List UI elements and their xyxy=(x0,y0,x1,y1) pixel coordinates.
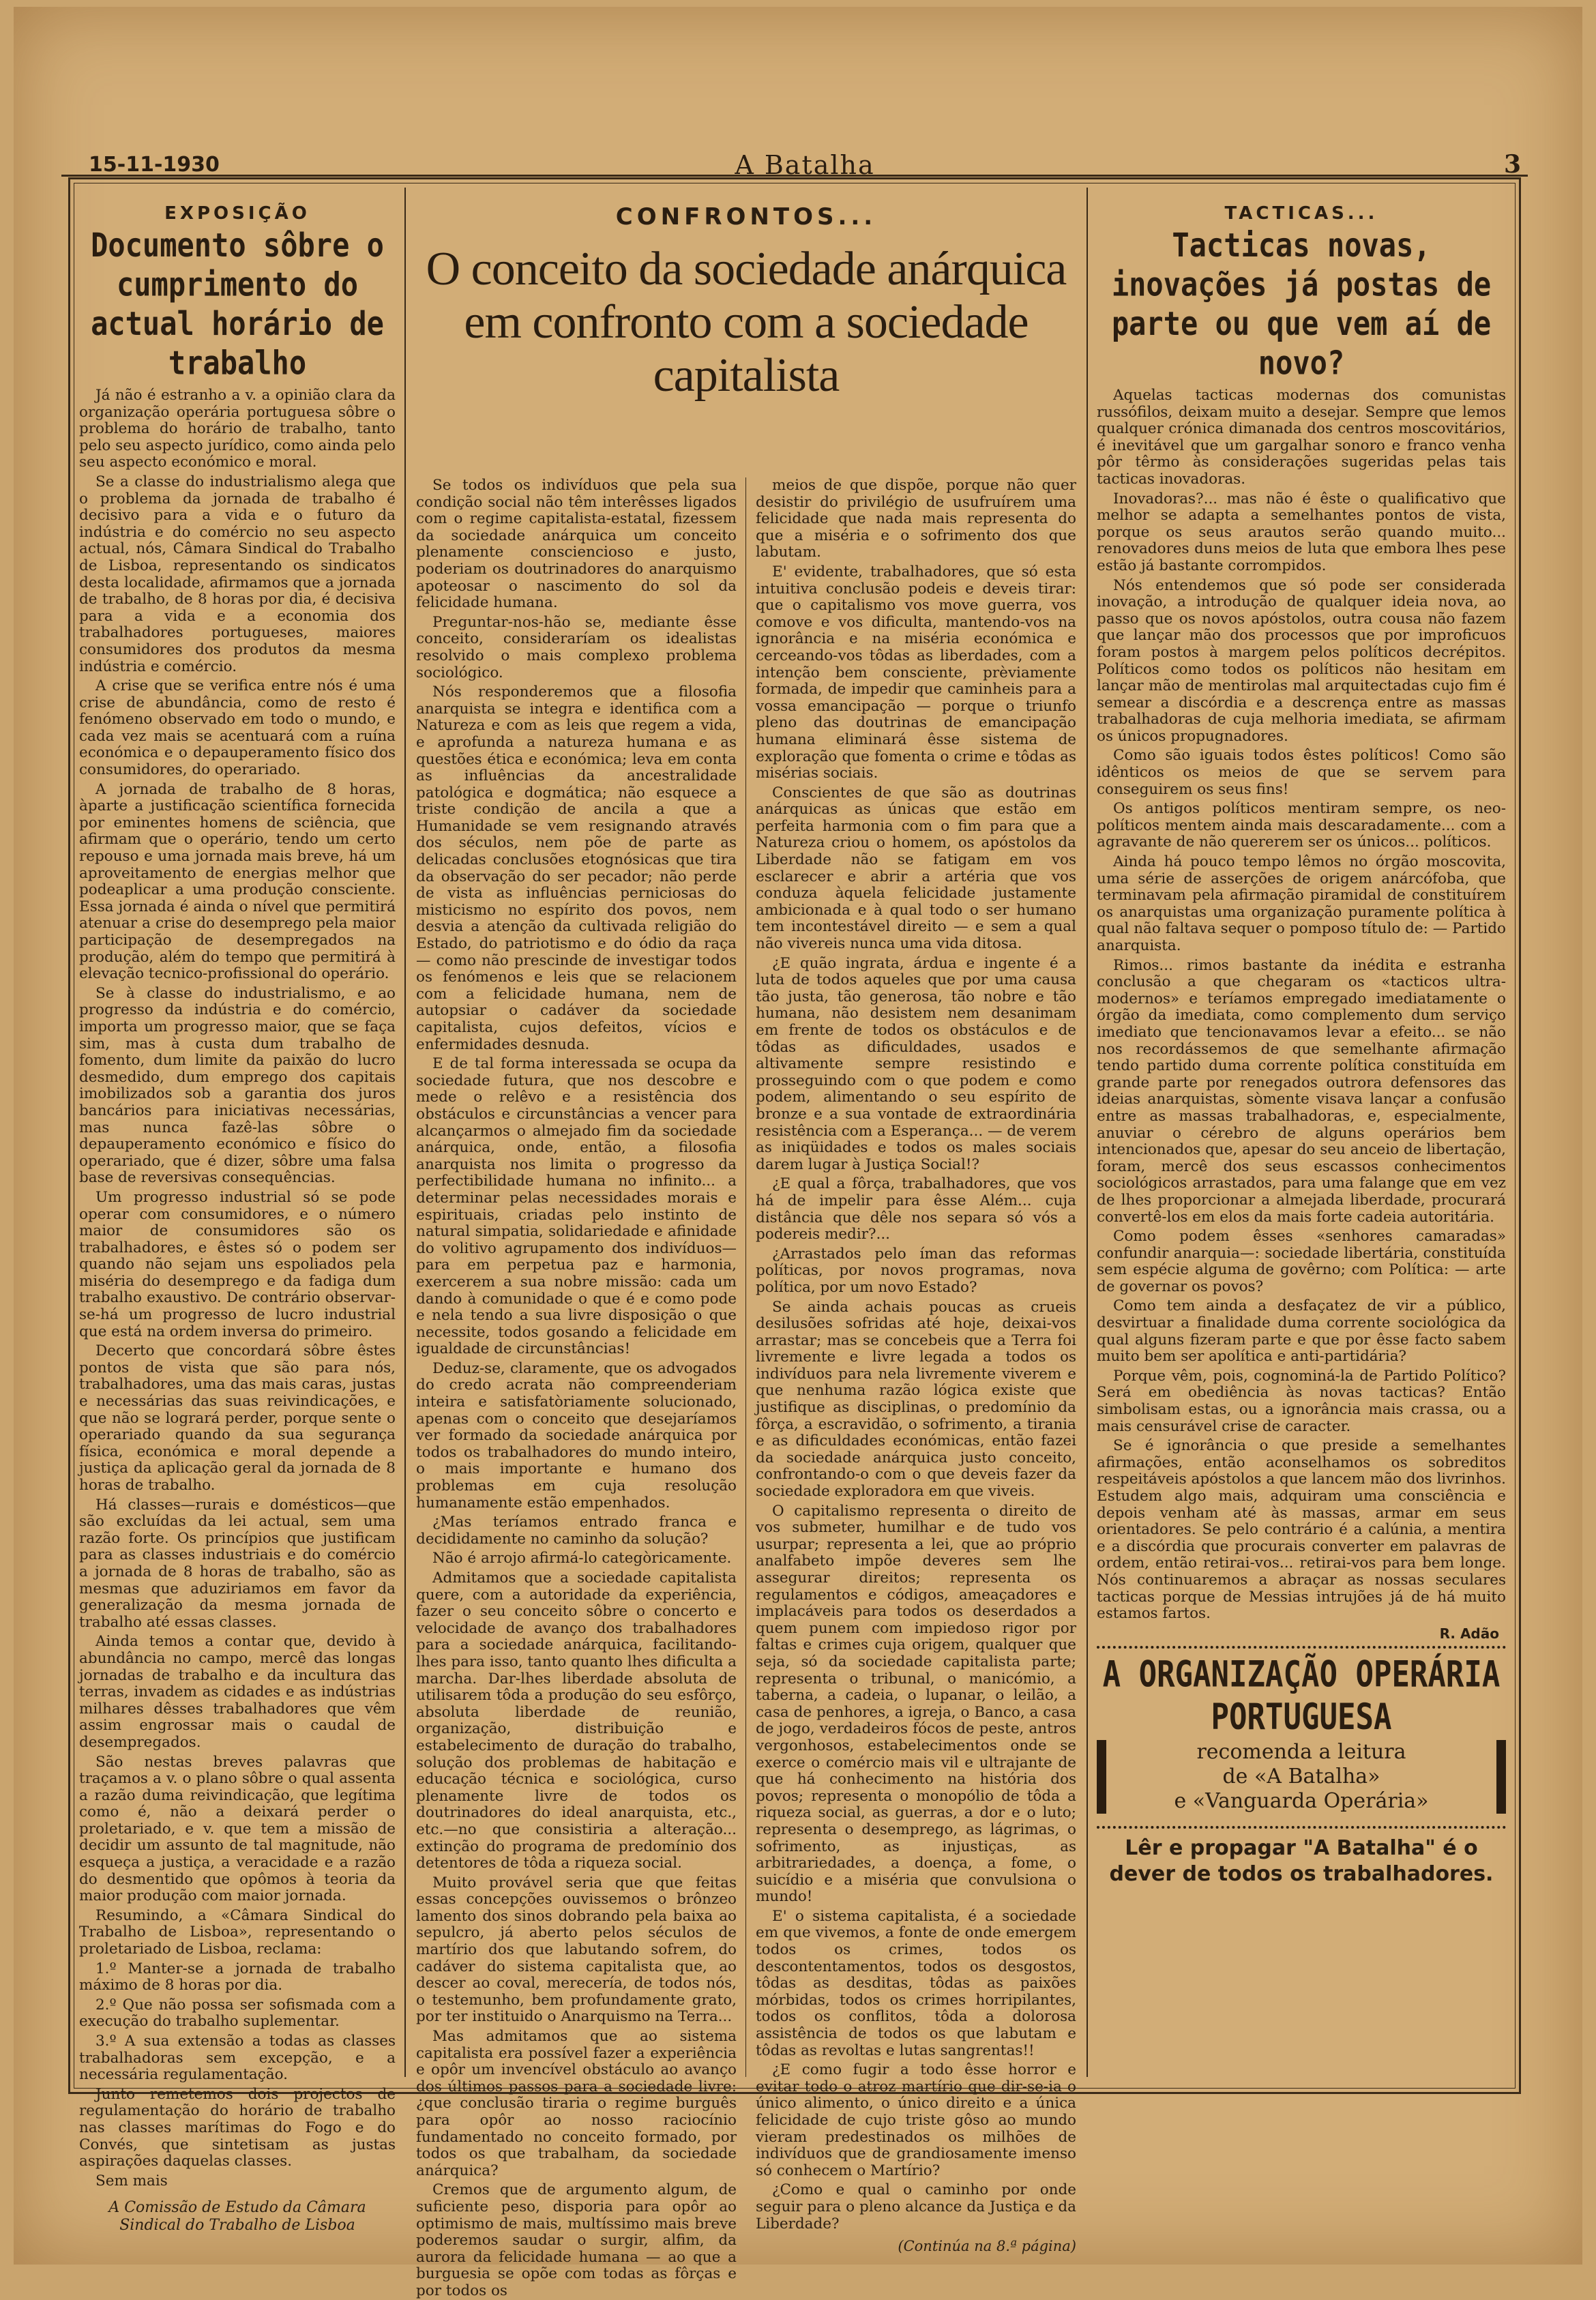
paragraph: Um progresso industrial só se pode operar com consumidores, e o número maior de consumidores são os trabalhadores, e êstes só o podem ser quando não sejam uns espoliados pela miséria do desemprego e da fadiga dum trabalho exaustivo. De contrário observar-se-há um progresso de lucro industrial que está na ordem inversa do primeiro. xyxy=(79,1188,396,1340)
paragraph: Se a classe do industrialismo alega que o problema da jornada de trabalho é decisivo para a vida e o futuro da indústria e do comércio no seu aspecto actual, nós, Câmara Sindical do Trabalho de Lisboa, representando os sindicatos desta localidade, afirmamos que a jornada de trabalho, de 8 horas por dia, é decisiva para a vida e a economia dos trabalhadores portugueses, maiores consumidores dos produtos da mesma indústria e comércio. xyxy=(79,473,396,675)
article-headline: Tacticas novas, inovações já postas de parte ou que vem aí de novo? xyxy=(1111,226,1492,382)
ad-line: e «Vanguarda Operária» xyxy=(1174,1788,1429,1813)
paragraph: Já não é estranho a v. a opinião clara da organização operária portuguesa sôbre o problema do horário de trabalho, tanto pelo seu aspecto jurídico, como ainda pelo seu aspecto económico e moral. xyxy=(79,387,396,471)
paragraph: Deduz-se, claramente, que os advogados do credo acrata não compreenderiam inteira e satisfatòriamente solucionado, apenas com o conceito que desejaríamos ver formado da sociedade anárquica por todos os trabalhadores do mundo inteiro, o mais importante e humano dos problemas em cuja resolução humanamente estão empenhados. xyxy=(416,1359,737,1512)
paragraph: A crise que se verifica entre nós é uma crise de abundância, como de resto é fenómeno observado em todo o mundo, e cada vez mais se acentuará com a ruína económica e o depauperamento físico dos consumidores, do operariado. xyxy=(79,677,396,779)
column-rule xyxy=(745,477,746,2077)
paragraph: Se à classe do industrialismo, e ao progresso da indústria e do comércio, importa um progresso maior, que se faça sim, mas à custa dum trabalho de fomento, dum limite da paixão do lucro desmedido, dum emprego dos capitais imobilizados sob a garantia dos juros bancários para iniciativas necessárias, mas nunca fazê-las sôbre o depauperamento económico e físico do operariado, que é dizer, sôbre uma falsa base de reversivas consequências. xyxy=(79,984,396,1187)
paragraph: Sem mais xyxy=(95,2172,168,2190)
paragraph: Não é arrojo afirmá-lo categòricamente. xyxy=(432,1550,732,1567)
continuation-note: (Continúa na 8.ª página) xyxy=(898,2238,1076,2255)
advertisement xyxy=(1097,1653,1506,1887)
paragraph: Como são iguais todos êstes políticos! Como são idênticos os meios de que se servem para conseguirem os seus fins! xyxy=(1097,747,1506,798)
paragraph: Inovadoras?... mas não é êste o qualificativo que melhor se adapta a semelhantes pontos de vista, porque os seus arautos serão quando muito... renovadores duns meios de luta que embora lhes pese estão já bastante corrompidos. xyxy=(1097,490,1506,574)
paragraph: Mas admitamos que ao sistema capitalista era possível fazer a experiência e opôr um invencível obstáculo ao avanço dos últimos passos para a sociedade livre: ¿que conclusão tiraria o regime burguês para opôr ao nosso raciocínio fundamentado no conceito formado, por todos os que trabalham, da sociedade anárquica? xyxy=(416,2028,737,2179)
page-number: 3 xyxy=(1503,150,1521,179)
paragraph: Aquelas tacticas modernas dos comunistas russófilos, deixam muito a desejar. Sempre que lemos qualquer crónica dimanada dos centros moscovitários, é inevitável que um gargalhar sonoro e franco venha pôr têrmo às considerações sugeridas pelas tais tacticas inovadoras. xyxy=(1097,387,1506,488)
paragraph: E' o sistema capitalista, é a sociedade em que vivemos, a fonte de onde emergem todos os crimes, todos os descontentamentos, todos os desgostos, tôdas as desditas, tôdas as paixões mórbidas, todos os crimes horripilantes, todos os conflitos, tôda a dolorosa assistência de todos os que labutam e tôdas as revoltas e lutas sangrentas!! xyxy=(756,1907,1076,2059)
paragraph: ¿E como fugir a todo êsse horror e evitar todo o atroz martírio que dir-se-ia o único alimento, o único direito e a única felicidade de cujo triste gôso ao mundo vieram predestinados os milhões de indivíduos que de grandiosamente imenso só conhecem o Martírio? xyxy=(756,2061,1076,2179)
paragraph: ¿Mas teríamos entrado franca e decididamente no caminho da solução? xyxy=(416,1514,737,1548)
article-conceito-part2 xyxy=(756,477,1076,2255)
section-kicker: CONFRONTOS... xyxy=(615,203,877,231)
paragraph: O capitalismo representa o direito de vos submeter, humilhar e de tudo vos usurpar; representa a lei, que ao próprio analfabeto impõe deveres sem lhe assegurar direitos; representa os regulamentos e códigos, ameaçadores e implacáveis para todos os deserdados a quem punem com impiedoso rigor por faltas e crimes cuja origem, qualquer que seja, só da sociedade capitalista parte; representa o tribunal, o manicómio, a taberna, a cadeia, o lupanar, o leilão, a casa de penhores, a igreja, o Banco, a casa de jogo, verdadeiros fócos de peste, antros vergonhosos, estabelecimentos onde se exerce o comércio mais vil e ultrajante de que há conhecimento na história dos povos; representa o monopólio de tôda a riqueza social, as guerras, a dor e o luto; representa o desemprego, as lágrimas, o sofrimento, as injustiças, as arbitrariedades, a doença, a fome, o suicídio e a miséria que convulsiona o mundo! xyxy=(756,1502,1076,1906)
paragraph: A jornada de trabalho de 8 horas, àparte a justificação scientífica fornecida por eminentes homens de sciência, que afirmam que o operário, tendo um certo repouso e uma jornada mais breve, há um aproveitamento de energias melhor que podeaplicar a uma produção consciente. Essa jornada é ainda o nível que permitirá atenuar a crise do desemprego pela maior participação de desempregados na produção, além do tempo que permitirá à elevação tecnico-profissional do operário. xyxy=(79,780,396,983)
article-signature: R. Adão xyxy=(1439,1625,1499,1642)
column-rule xyxy=(1087,188,1088,2077)
masthead-rule xyxy=(61,175,1528,177)
paragraph: Rimos... rimos bastante da inédita e estranha conclusão a que chegaram os «tacticos ultra-modernos» e teríamos empregado imediatamente o órgão da imediata, como complemento dum serviço imediato que tencionavamos levar a efeito... se não nos recordássemos de que semelhante afirmação tendo partido duma corrente política constituída em grande parte por renegados outrora defensores das ideias anarquistas, sòmente visava lançar a confusão entre as massas trabalhadoras, e, especialmente, anuviar o cérebro de alguns operários bem intencionados que, apesar do seu anceio de libertação, foram, mercê dos seus escassos conhecimentos sociológicos arrastados, para uma falange que em vez de lhes proporcionar a almejada liberdade, procurará convertê-los em elos da mais forte cadeia autoritária. xyxy=(1097,956,1506,1226)
paragraph: 2.º Que não possa ser sofismada com a execução do trabalho suplementar. xyxy=(79,1996,396,2031)
paragraph: ¿E qual a fôrça, trabalhadores, que vos há de impelir para êsse Além... cuja distância que dêle nos separa só vós a podereis medir?... xyxy=(756,1175,1076,1243)
ad-bar-right xyxy=(1496,1740,1506,1814)
article-headline: O conceito da sociedade anárquica em confronto com a sociedade capitalista xyxy=(426,243,1067,402)
ad-text xyxy=(1119,1740,1484,1814)
paragraph: Cremos que de argumento algum, de suficiente peso, disporia para opôr ao optimismo de mais, multíssimo mais breve poderemos saudar o surgir, alfim, da aurora da felicidade humana — ao que a burguesia se opõe com todas as fôrças e por todos os xyxy=(416,2181,737,2299)
paragraph: meios de que dispõe, porque não quer desistir do privilégio de usufruírem uma felicidade que nada mais representa do que a miséria e o sofrimento dos que labutam. xyxy=(756,477,1076,561)
dotted-divider xyxy=(1097,1826,1506,1829)
paragraph: Como tem ainda a desfaçatez de vir a público, desvirtuar a finalidade duma corrente sociológica da qual alguns fizeram parte e que por êsse facto sabem muito bem ser apolítica e anti-partidária? xyxy=(1097,1297,1506,1366)
paragraph: Nós entendemos que só pode ser considerada inovação, a introdução de qualquer ideia nova, ao passo que os novos apóstolos, outra cousa não fazem que lançar mão dos processos que por improficuos foram postos à margem pelos políticos decrépitos. Políticos como todos os políticos não hesitam em lançar mão de mentirolas mal arquitectadas cujo fim é semear a discórdia e a descrença entre as massas trabalhadoras de cuja melhoria imediata, se afirmam os únicos propugnadores. xyxy=(1097,576,1506,745)
paragraph: Porque vêm, pois, cognominá-la de Partido Político? Será em obediência às novas tacticas? Então simbolisam estas, ou a ignorância mais crassa, ou a mais censurável crise de caracter. xyxy=(1097,1367,1506,1435)
paragraph: 3.º A sua extensão a todas as classes trabalhadoras sem excepção, e a necessária regulamentação. xyxy=(79,2033,396,2084)
column-rule xyxy=(404,188,406,2077)
ad-slogan: Lêr e propagar "A Batalha" é o dever de todos os trabalhadores. xyxy=(1109,1835,1494,1886)
paragraph: 1.º Manter-se a jornada de trabalho máximo de 8 horas por dia. xyxy=(79,1960,396,1994)
paragraph: Se todos os indivíduos que pela sua condição social não têm interêsses ligados com o regime capitalista-estatal, fizessem da sociedade anárquica um conceito plenamente consciencioso e justo, poderiam os doutrinadores do anarquismo apoteosar o nascimento do sol da felicidade humana. xyxy=(416,477,737,612)
paragraph: Decerto que concordará sôbre êstes pontos de vista que são para nós, trabalhadores, uma das mais caras, justas e necessárias das suas reivindicações, e que não se logrará perder, porque sente o operariado quando da sua segurança física, económica e moral depende a justiça da aplicação geral da jornada de 8 horas de trabalho. xyxy=(79,1342,396,1494)
paragraph: Se ainda achais poucas as crueis desilusões sofridas até hoje, deixai-vos arrastar; mas se concebeis que a Terra foi livremente e livre legada a todos os indivíduos para nela livremente viverem e que nenhuma razão lógica existe que justifique as disciplinas, o predomínio da fôrça, a escravidão, o sofrimento, a tirania e as dificuldades económicas, então fazei da sociedade anárquica justo conceito, confrontando-o com o que deveis fazer da sociedade exploradora em que viveis. xyxy=(756,1298,1076,1501)
ad-line: recomenda a leitura xyxy=(1196,1739,1406,1764)
issue-date: 15-11-1930 xyxy=(89,153,220,177)
section-kicker: EXPOSIÇÃO xyxy=(164,203,310,224)
paragraph: Junto remetemos dois projectos de regulamentação do horário de trabalho nas classes marítimas do Fogo e do Convés, que sintetisam as justas aspirações daquelas classes. xyxy=(79,2085,396,2170)
ad-bar-left xyxy=(1097,1740,1106,1814)
paragraph: Ainda temos a contar que, devido à abundância no campo, mercê das longas jornadas de trabalho e da incultura das terras, invadem as cidades e as indústrias milhares dêsses trabalhadores que vêm assim engrossar mais o caudal de desempregados. xyxy=(79,1633,396,1751)
paragraph: Preguntar-nos-hão se, mediante êsse conceito, consideraríam os idealistas resolvido o mais complexo problema sociológico. xyxy=(416,613,737,681)
article-horario xyxy=(79,196,396,2235)
paragraph: Há classes—rurais e domésticos—que são excluídas da lei actual, sem uma razão forte. Os princípios que justificam para as classes industriais e do comércio a jornada de 8 horas de trabalho, são as mesmas que aduziriamos em favor da generalização da mesma jornada de trabalho até essas classes. xyxy=(79,1496,396,1631)
paragraph: São nestas breves palavras que traçamos a v. o plano sôbre o qual assenta a razão duma reivindicação, que legítima como é, não a deixará perder o proletariado, e v. que tem a missão de decidir um assunto de tal magnitude, não esqueça a justiça, a veracidade e a razão do desmentido que opômos à teoria da maior produção com maior jornada. xyxy=(79,1753,396,1905)
ad-title: A ORGANIZAÇÃO OPERÁRIA PORTUGUESA xyxy=(1102,1653,1501,1738)
paragraph: ¿Arrastados pelo íman das reformas políticas, por novos programas, nova política, por um novo Estado? xyxy=(756,1245,1076,1296)
paragraph: Ainda há pouco tempo lêmos no órgão moscovita, uma série de asserções de origem anárcófoba, que terminavam pela afirmação piramidal de constituírem os anarquistas uma organização puramente política à qual não faltava sequer o pomposo título de: — Partido anarquista. xyxy=(1097,853,1506,954)
article-conceito-part1 xyxy=(416,477,737,2299)
confrontos-header xyxy=(416,196,1076,483)
ad-body xyxy=(1097,1740,1506,1814)
dotted-divider xyxy=(1097,1646,1506,1649)
paragraph: Muito provável seria que que feitas essas concepções ouvissemos o brônzeo lamento dos sinos dobrando pela baixa ao sepulcro, já aberto pelos séculos de martírio dos que labutando sofrem, do cadáver do sistema capitalista que, ao descer ao coval, merecería, de todos nós, o testemunho, bem profundamente grato, por ter instituido o Anarquismo na Terra... xyxy=(416,1874,737,2026)
ad-line: de «A Batalha» xyxy=(1222,1764,1380,1788)
paragraph: Os antigos políticos mentiram sempre, os neo-políticos mentem ainda mais descaradamente... com a agravante de não quererem ser os únicos... políticos. xyxy=(1097,800,1506,851)
paragraph: Se é ignorância o que preside a semelhantes afirmações, então aconselhamos os sobreditos respeitáveis apóstolos a que lancem mão dos livrinhos. Estudem algo mais, adquiram uma consciência e depois venham até às massas, armar em seus orientadores. Se pelo contrário é a calúnia, a mentira e a discórdia que procurais converter em palavras de ordem, então retirai-vos... retirai-vos para bem longe. Nós continuaremos a abraçar as nossas seculares tacticas porque de Messias intrujões já de há muito estamos fartos. xyxy=(1097,1437,1506,1623)
paragraph: Como podem êsses «senhores camaradas» confundir anarquia—: sociedade libertária, constituída sem espécie alguma de govêrno; com Política: — arte de governar os povos? xyxy=(1097,1228,1506,1295)
paragraph: Conscientes de que são as doutrinas anárquicas as únicas que estão em perfeita harmonia com o fim para que a Natureza criou o homem, os apóstolos da Liberdade não se fatigam em vos esclarecer e abrir a artéria que vos conduza àquela felicidade justamente ambicionada e à qual todo o ser humano tem incontestável direito — e sem a qual não vivereis nunca uma vida ditosa. xyxy=(756,784,1076,953)
paragraph: ¿E quão ingrata, árdua e ingente é a luta de todos aqueles que por uma causa tão justa, tão generosa, tão nobre e tão humana, não desistem nem desanimam em frente de todos os obstáculos e de tôdas as dificuldades, usados e altivamente sempre resistindo e prosseguindo com o que podem e como podem, alimentando o seu espírito de bronze e a sua vontade de extraordinária resistência com a Esperança... — de verem as iniqüidades e todos os males sociais darem lugar à Justiça Social!? xyxy=(756,954,1076,1173)
paragraph: Resumindo, a «Câmara Sindical do Trabalho de Lisboa», representando o proletariado de Lisboa, reclama: xyxy=(79,1906,396,1958)
article-tacticas xyxy=(1097,196,1506,2079)
paragraph: E' evidente, trabalhadores, que só esta intuitiva conclusão podeis e deveis tirar: que o capitalismo vos move guerra, vos comove e vos dificulta, mantendo-vos na ignorância e na miséria económica e cerceando-vos tôdas as liberdades, com a intenção bem consciente, prèviamente formada, de impedir que caminheis para a vossa emancipação — porque o triunfo pleno das doutrinas de emancipação humana eliminará êsse sistema de exploração que fomenta o crime e tôdas as misérias sociais. xyxy=(756,563,1076,782)
paragraph: ¿Como e qual o caminho por onde seguir para o pleno alcance da Justiça e da Liberdade? xyxy=(756,2181,1076,2232)
article-signature: A Comissão de Estudo da Câmara Sindical do Trabalho de Lisboa xyxy=(108,2199,366,2235)
paragraph: E de tal forma interessada se ocupa da sociedade futura, que nos descobre e mede o relêvo e a resistência dos obstáculos e circunstâncias a vencer para alcançarmos o almejado fim da sociedade anárquica, onde, então, a filosofia anarquista nos limita o progresso da perfectibilidade humana no infinito... a determinar pelas necessidades morais e espirituais, criadas pelo instinto de natural simpatia, solidariedade e afinidade do volitivo agrupamento dos indivíduos—para em perpetua paz e harmonia, exercerem a sua nobre missão: cada um dando à comunidade o que é e como pode e nela tendo a sua livre disposição o que necessite, todos gosando a felicidade em igualdade de circunstâncias! xyxy=(416,1055,737,1358)
article-headline: Documento sôbre o cumprimento do actual horário de trabalho xyxy=(91,226,384,382)
paragraph: Admitamos que a sociedade capitalista quere, com a autoridade da experiência, fazer o seu conceito sôbre o concerto e velocidade de avanço dos trabalhadores para a sociedade anárquica, facilitando-lhes para isso, tanto quanto lhes dificulta a marcha. Dar-lhes liberdade absoluta de utilisarem tôda a produção do seu esfôrço, absoluta liberdade de reunião, organização, distribuição e estabelecimento de duração do trabalho, solução dos problemas de habitação e educação técnica e sociológica, curso plenamente livre de todos os doutrinadores do ideal anarquista, etc., etc.—no que consistiria a alteração... extinção do programa de predomínio dos detentores de tôda a riqueza social. xyxy=(416,1569,737,1872)
section-kicker: TACTICAS... xyxy=(1224,203,1378,224)
newspaper-page xyxy=(14,7,1582,2299)
newspaper-title: A Batalha xyxy=(735,150,875,180)
paragraph: Nós responderemos que a filosofia anarquista se integra e identifica com a Natureza e com as leis que regem a vida, e aprofunda a natureza humana e as questões ética e económica; leva em conta as influências da ancestralidade patológica e dogmática; não esquece a triste condição de ancila a que a Humanidade se vem resignando através dos séculos, nem põe de parte as delicadas conclusões etognósicas que tira da observação do ser pecador; não perde de vista as influências perniciosas do misticismo no espírito dos povos, nem desvia a atenção da cultivada religião do Estado, do patriotismo e do ódio da raça — como não prescinde de investigar todos os fenómenos e leis que se relacionem com a felicidade humana, nem de autopsiar o cadáver da sociedade capitalista, cujos defeitos, vícios e enfermidades desnuda. xyxy=(416,683,737,1053)
